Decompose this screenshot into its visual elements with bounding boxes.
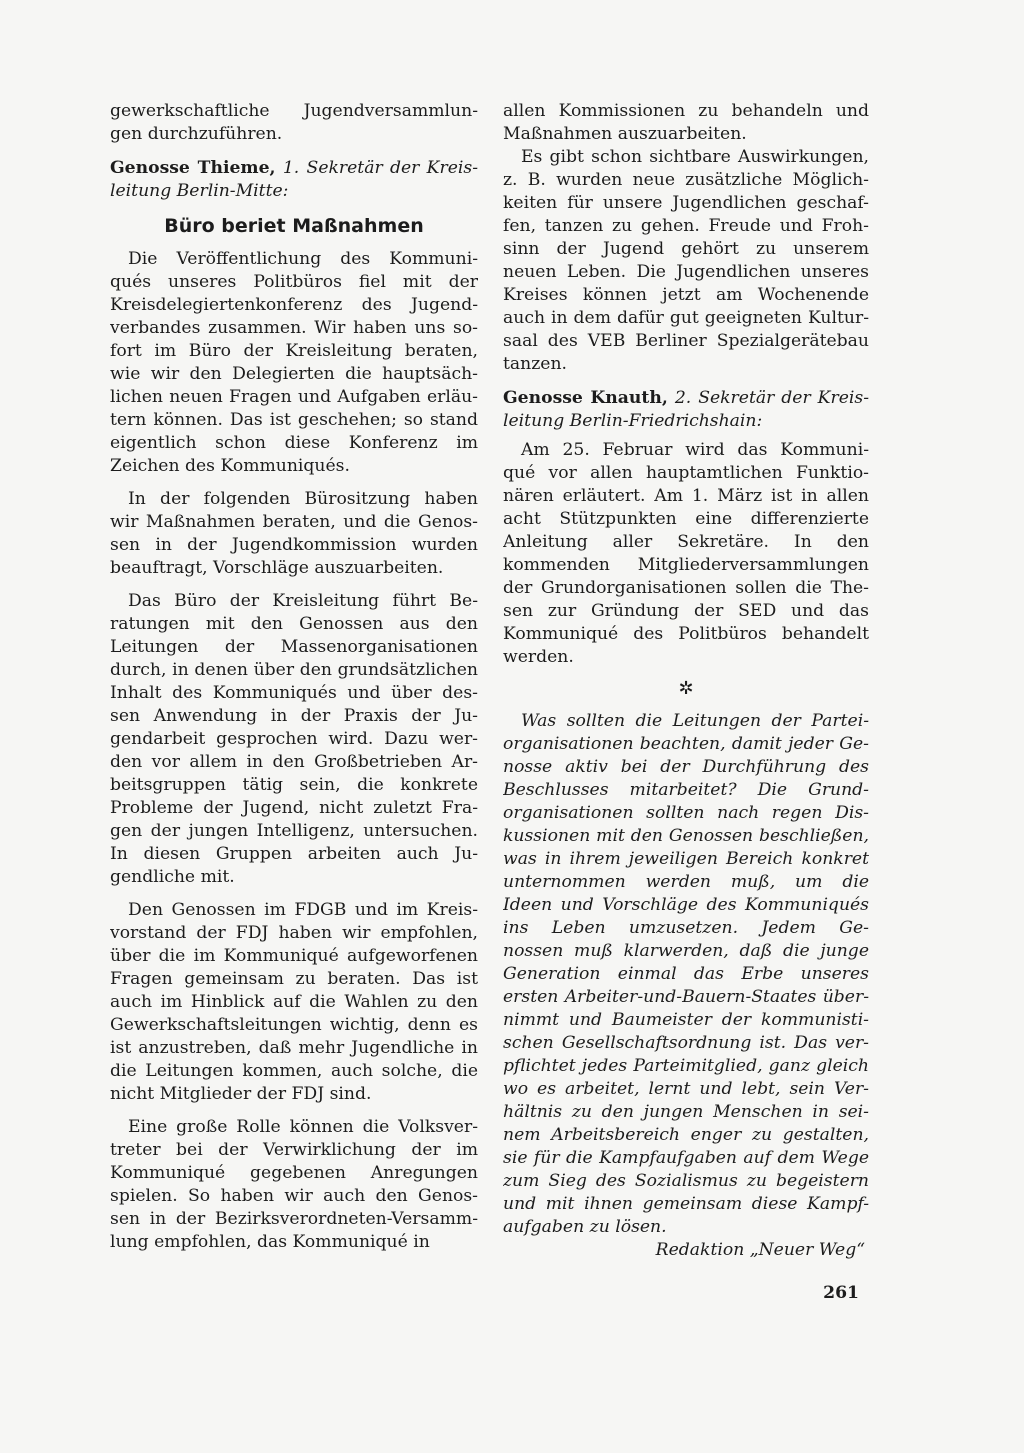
text-line: ersten Arbeiter-und-Bauern-Staates über- — [503, 987, 869, 1007]
paragraph — [503, 146, 869, 376]
text-line: sen in der Jugendkommission wurden — [110, 535, 478, 555]
text-line: Maßnahmen auszuarbeiten. — [503, 124, 747, 144]
text-line: fort im Büro der Kreisleitung beraten, — [110, 341, 478, 361]
text-line: wir Maßnahmen beraten, und die Genos- — [110, 512, 478, 532]
text-line: beitsgruppen tätig sein, die konkrete — [110, 775, 478, 795]
text-line: wo es arbeitet, lernt und lebt, sein Ver- — [503, 1079, 869, 1099]
text-line: Kommuniqué gegebenen Anregungen — [110, 1163, 478, 1183]
text-line: Anleitung aller Sekretäre. In den — [503, 532, 869, 552]
text-line: und mit ihnen gemeinsam diese Kampf- — [503, 1194, 869, 1214]
paragraph — [503, 439, 869, 669]
speaker-role: 1. Sekretär der Kreis- — [282, 158, 478, 178]
text-line: z. B. wurden neue zusätzliche Möglich- — [503, 170, 869, 190]
text-line: qués unseres Politbüros fiel mit der — [110, 272, 478, 292]
text-line: gen durchzuführen. — [110, 124, 283, 144]
text-line: Generation einmal das Erbe unseres — [503, 964, 869, 984]
text-line: pflichtet jedes Parteimitglied, ganz gleich — [503, 1056, 869, 1076]
text-line: eigentlich schon diese Konferenz im — [110, 433, 478, 453]
text-line: spielen. So haben wir auch den Genos- — [110, 1186, 478, 1206]
text-line: die Leitungen kommen, auch solche, die — [110, 1061, 478, 1081]
text-line: keiten für unsere Jugendlichen geschaf- — [503, 193, 869, 213]
text-line: hältnis zu den jungen Menschen in sei- — [503, 1102, 869, 1122]
text-line: nären erläutert. Am 1. März ist in allen — [503, 486, 869, 506]
text-line: aufgaben zu lösen. — [503, 1217, 667, 1237]
text-line: tern können. Das ist geschehen; so stand — [110, 410, 478, 430]
text-line: sie für die Kampfaufgaben auf dem Wege — [503, 1148, 869, 1168]
text-line: sen zur Gründung der SED und das — [503, 601, 869, 621]
text-line: der Grundorganisationen sollen die The- — [503, 578, 869, 598]
text-line: nosse aktiv bei der Durchführung des — [503, 757, 869, 777]
text-line: nossen muß klarwerden, daß die junge — [503, 941, 869, 961]
text-line: beauftragt, Vorschläge auszuarbeiten. — [110, 558, 444, 578]
text-line: auch im Hinblick auf die Wahlen zu den — [110, 992, 478, 1012]
text-line: unternommen werden muß, um die — [503, 872, 869, 892]
text-line: den vor allem in den Großbetrieben Ar- — [110, 752, 478, 772]
speaker-name: Genosse Knauth, — [503, 388, 668, 408]
text-line: was in ihrem jeweiligen Bereich konkret — [503, 849, 869, 869]
text-line: lichen neuen Fragen und Aufgaben erläu- — [110, 387, 478, 407]
speaker-role: leitung Berlin-Mitte: — [110, 181, 289, 201]
section-heading: Büro beriet Maßnahmen — [164, 215, 424, 237]
text-line: acht Stützpunkten eine differenzierte — [503, 509, 869, 529]
paragraph — [110, 488, 478, 580]
text-line: Es gibt schon sichtbare Auswirkungen, — [521, 147, 869, 167]
text-line: qué vor allen hauptamtlichen Funktio- — [503, 463, 869, 483]
text-line: schen Gesellschaftsordnung ist. Das ver- — [503, 1033, 869, 1053]
text-line: Was sollten die Leitungen der Partei- — [521, 711, 869, 731]
text-line: ist anzustreben, daß mehr Jugendliche in — [110, 1038, 478, 1058]
left-column — [110, 100, 478, 1254]
text-line: tanzen. — [503, 354, 567, 374]
separator-asterisk: ✲ — [678, 678, 694, 699]
text-line: wie wir den Delegierten die hauptsäch- — [110, 364, 478, 384]
text-line: Die Veröffentlichung des Kommuni- — [128, 249, 478, 269]
text-line: sinn der Jugend gehört zu unserem — [503, 239, 869, 259]
text-line: Kreises können jetzt am Wochenende — [503, 285, 869, 305]
text-line: zum Sieg des Sozialismus zu begeistern — [503, 1171, 869, 1191]
paragraph — [110, 899, 478, 1106]
text-line: sen Anwendung in der Praxis der Ju- — [110, 706, 478, 726]
speaker-role: 2. Sekretär der Kreis- — [674, 388, 869, 408]
text-line: Ideen und Vorschläge des Kommuniqués — [503, 895, 869, 915]
text-line: gendliche mit. — [110, 867, 235, 887]
text-line: saal des VEB Berliner Spezialgerätebau — [503, 331, 869, 351]
speaker-knauth — [503, 387, 869, 433]
text-line: lung empfohlen, das Kommuniqué in — [110, 1232, 430, 1252]
text-line: Probleme der Jugend, nicht zuletzt Fra- — [110, 798, 478, 818]
text-line: treter bei der Verwirklichung der im — [110, 1140, 478, 1160]
text-line: Eine große Rolle können die Volksver- — [128, 1117, 478, 1137]
text-line: In diesen Gruppen arbeiten auch Ju- — [110, 844, 478, 864]
text-line: kommenden Mitgliederversammlungen — [503, 555, 869, 575]
left-paragraphs — [110, 248, 478, 1254]
speaker-name: Genosse Thieme, — [110, 158, 276, 178]
text-line: verbandes zusammen. Wir haben uns so- — [110, 318, 478, 338]
text-line: gewerkschaftliche Jugendversammlun- — [110, 101, 478, 121]
text-line: durch, in denen über den grundsätzlichen — [110, 660, 478, 680]
text-line: gendarbeit gesprochen wird. Dazu wer- — [110, 729, 478, 749]
text-line: Kommuniqué des Politbüros behandelt — [503, 624, 869, 644]
text-line: nem Arbeitsbereich enger zu gestalten, — [503, 1125, 869, 1145]
text-line: über die im Kommuniqué aufgeworfenen — [110, 946, 478, 966]
text-line: Am 25. Februar wird das Kommuni- — [521, 440, 869, 460]
paragraph — [110, 590, 478, 889]
text-line: auch in dem dafür gut geeigneten Kultur- — [503, 308, 869, 328]
speaker-thieme — [110, 157, 478, 203]
text-line: ins Leben umzusetzen. Jedem Ge- — [503, 918, 869, 938]
text-line: kussionen mit den Genossen beschließen, — [503, 826, 869, 846]
text-line: Kreisdelegiertenkonferenz des Jugend- — [110, 295, 478, 315]
paragraph — [110, 248, 478, 478]
text-line: Zeichen des Kommuniqués. — [110, 456, 350, 476]
right-intro — [503, 100, 869, 146]
text-line: Den Genossen im FDGB und im Kreis- — [128, 900, 478, 920]
text-line: nimmt und Baumeister der kommunisti- — [503, 1010, 869, 1030]
text-line: sen in der Bezirksverordneten-Versamm- — [110, 1209, 478, 1229]
text-line: Fragen gemeinsam zu beraten. Das ist — [110, 969, 478, 989]
left-intro — [110, 100, 478, 146]
text-line: organisationen sollten nach regen Dis- — [503, 803, 869, 823]
text-line: Das Büro der Kreisleitung führt Be- — [128, 591, 478, 611]
text-line: In der folgenden Bürositzung haben — [128, 489, 478, 509]
editorial-note — [503, 710, 869, 1239]
text-line: Beschlusses mitarbeitet? Die Grund- — [503, 780, 869, 800]
right-column — [503, 100, 869, 1305]
text-line: Inhalt des Kommuniqués und über des- — [110, 683, 478, 703]
page-number: 261 — [823, 1283, 859, 1303]
text-line: nicht Mitglieder der FDJ sind. — [110, 1084, 372, 1104]
text-line: werden. — [503, 647, 574, 667]
text-line: gen der jungen Intelligenz, untersuchen. — [110, 821, 478, 841]
text-line: allen Kommissionen zu behandeln und — [503, 101, 869, 121]
text-line: vorstand der FDJ haben wir empfohlen, — [110, 923, 478, 943]
text-line: fen, tanzen zu gehen. Freude und Froh- — [503, 216, 869, 236]
signature: Redaktion „Neuer Weg“ — [655, 1240, 865, 1260]
paragraph — [110, 1116, 478, 1254]
text-line: ratungen mit den Genossen aus den — [110, 614, 478, 634]
text-line: organisationen beachten, damit jeder Ge- — [503, 734, 869, 754]
text-line: Leitungen der Massenorganisationen — [110, 637, 478, 657]
speaker-role: leitung Berlin-Friedrichshain: — [503, 411, 763, 431]
text-line: Gewerkschaftsleitungen wichtig, denn es — [110, 1015, 478, 1035]
text-line: neuen Leben. Die Jugendlichen unseres — [503, 262, 869, 282]
